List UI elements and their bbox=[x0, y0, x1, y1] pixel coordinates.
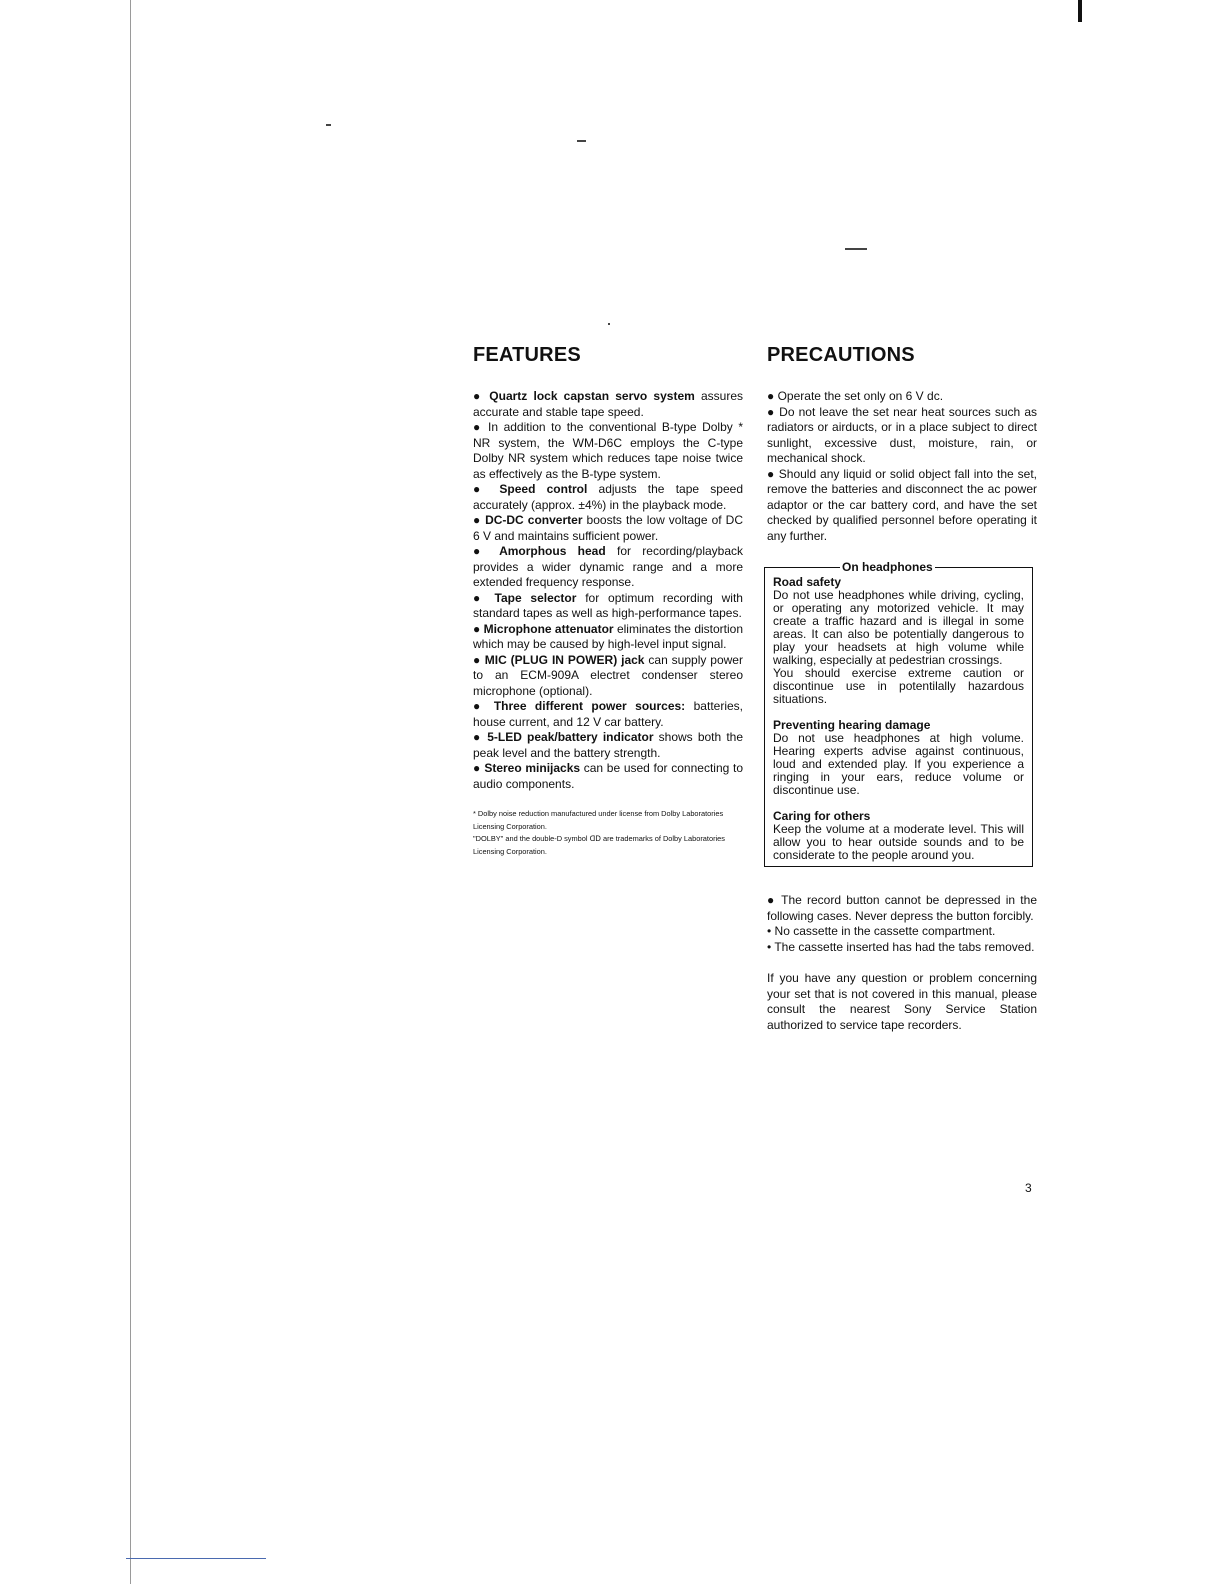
headphones-section bbox=[773, 719, 1024, 797]
feature-description: assures accurate and stable tape speed. bbox=[473, 389, 743, 419]
bullet-icon: ● bbox=[473, 621, 484, 636]
section-heading: Caring for others bbox=[773, 809, 871, 823]
precaution-item bbox=[767, 389, 1037, 405]
bullet-icon: ● bbox=[767, 389, 778, 403]
features-list bbox=[473, 389, 743, 792]
feature-description: shows both the peak level and the battery strength. bbox=[473, 730, 743, 760]
section-heading: Preventing hearing damage bbox=[773, 718, 931, 732]
feature-description: can be used for connecting to audio components. bbox=[473, 761, 743, 791]
feature-item bbox=[473, 544, 743, 591]
precautions-list bbox=[767, 389, 1037, 544]
feature-item bbox=[473, 653, 743, 700]
feature-item bbox=[473, 699, 743, 730]
bullet-icon: ● bbox=[473, 482, 500, 496]
record-case-2: • The cassette inserted has had the tabs removed. bbox=[767, 939, 1035, 954]
bullet-icon: ● bbox=[473, 699, 494, 713]
precaution-item bbox=[767, 405, 1037, 467]
scan-speck bbox=[326, 124, 331, 126]
footnote-trademark: "DOLBY" and the double-D symbol ᗡᗞ are trademarks of Dolby Laboratories Licensing Corporation. bbox=[473, 834, 725, 856]
section-body: Do not use headphones while driving, cycling, or operating any motorized vehicle. It may create a traffic hazard and is illegal in some areas. It can also be potentially dangerous to play your headsets at high volume while walking, especially at pedestrian crossings. bbox=[773, 588, 1024, 667]
record-note-text: ● The record button cannot be depressed in the following cases. Never depress the button forcibly. bbox=[767, 893, 1037, 923]
feature-description: batteries, house current, and 12 V car battery. bbox=[473, 699, 743, 729]
bullet-icon: ● bbox=[473, 420, 489, 434]
feature-item bbox=[473, 591, 743, 622]
feature-item bbox=[473, 730, 743, 761]
feature-name: Amorphous head bbox=[499, 544, 606, 558]
bullet-icon: ● bbox=[473, 513, 486, 527]
feature-description: for optimum recording with standard tapes as well as high-performance tapes. bbox=[473, 590, 743, 620]
feature-name: Microphone attenuator bbox=[483, 621, 614, 636]
feature-description: eliminates the distortion which may be caused by high-level input signal. bbox=[473, 621, 744, 651]
page-number: 3 bbox=[1025, 1181, 1032, 1195]
scan-speck bbox=[577, 140, 586, 142]
feature-name: DC-DC converter bbox=[485, 513, 583, 527]
feature-description: for recording/playback provides a wider dynamic range and a more extended frequency response. bbox=[473, 544, 744, 589]
feature-item bbox=[473, 420, 743, 482]
feature-name: Stereo minijacks bbox=[484, 761, 581, 775]
bottom-edge-rule bbox=[126, 1558, 266, 1559]
bullet-icon: ● bbox=[473, 544, 500, 558]
feature-name: Three different power sources: bbox=[493, 699, 686, 713]
precautions-column bbox=[767, 344, 1037, 1033]
feature-item bbox=[473, 513, 743, 544]
feature-name: MIC (PLUG IN POWER) jack bbox=[484, 652, 645, 667]
bullet-icon: ● bbox=[473, 590, 495, 605]
precaution-text: Operate the set only on 6 V dc. bbox=[777, 389, 944, 403]
section-body: Do not use headphones at high volume. Hearing experts advise against continuous, loud and extended play. If you experience a ringing in your ears, reduce volume or discontinue use. bbox=[773, 731, 1024, 797]
headphones-box-title: On headphones bbox=[842, 560, 933, 574]
section-body-continued: You should exercise extreme caution or discontinue use in potentilally hazardous situations. bbox=[773, 666, 1024, 706]
headphones-box-title-row bbox=[764, 560, 1033, 574]
precaution-text: Do not leave the set near heat sources such as radiators or airducts, or in a place subject to direct sunlight, excessive dust, moisture, rain, or mechanical shock. bbox=[767, 404, 1037, 465]
feature-item bbox=[473, 482, 743, 513]
feature-item bbox=[473, 622, 743, 653]
precaution-item bbox=[767, 467, 1037, 545]
record-button-note bbox=[767, 893, 1037, 955]
scan-speck bbox=[608, 323, 610, 325]
headphones-section bbox=[773, 810, 1024, 862]
bullet-icon: ● bbox=[473, 730, 488, 744]
bullet-icon: ● bbox=[767, 404, 780, 419]
precaution-text: Should any liquid or solid object fall into the set, remove the batteries and disconnect the ac power adaptor or the car battery cord, and have the set checked by qualified personnel before operating it any further. bbox=[767, 466, 1037, 543]
footnote-license: * Dolby noise reduction manufactured under license from Dolby Laboratories Licensing Corporation. bbox=[473, 809, 724, 831]
section-body: Keep the volume at a moderate level. This will allow you to hear outside sounds and to be considerate to the people around you. bbox=[773, 822, 1024, 862]
feature-item bbox=[473, 389, 743, 420]
features-column bbox=[473, 344, 743, 858]
feature-name: Speed control bbox=[499, 482, 588, 496]
dolby-footnote bbox=[473, 808, 743, 858]
feature-name: Quartz lock capstan servo system bbox=[489, 389, 695, 403]
bullet-icon: ● bbox=[473, 389, 490, 403]
bullet-icon: ● bbox=[473, 761, 485, 775]
bullet-icon: ● bbox=[473, 652, 485, 667]
record-case-1: • No cassette in the cassette compartment. bbox=[767, 924, 996, 938]
feature-name: 5-LED peak/battery indicator bbox=[487, 730, 654, 744]
corner-registration-mark bbox=[1078, 0, 1082, 22]
features-heading: FEATURES bbox=[473, 344, 581, 366]
feature-description: boosts the low voltage of DC 6 V and maintains sufficient power. bbox=[473, 513, 743, 543]
headphones-section bbox=[773, 576, 1024, 706]
feature-description: In addition to the conventional B-type Dolby * NR system, the WM-D6C employs the C-type Dolby NR system which reduces tape noise twice as effectively as the B-type system. bbox=[473, 420, 743, 481]
service-closing-text: If you have any question or problem concerning your set that is not covered in this manual, please consult the nearest Sony Service Station authorized to service tape recorders. bbox=[767, 971, 1037, 1032]
binding-edge-line bbox=[130, 0, 131, 1584]
section-heading: Road safety bbox=[773, 575, 842, 589]
precautions-heading: PRECAUTIONS bbox=[767, 344, 915, 366]
bullet-icon: ● bbox=[767, 466, 779, 481]
feature-item bbox=[473, 761, 743, 792]
feature-description: can supply power to an ECM-909A electret condenser stereo microphone (optional). bbox=[473, 652, 743, 698]
headphones-notice-box bbox=[764, 560, 1033, 867]
headphones-box-sections bbox=[773, 576, 1024, 862]
feature-description: adjusts the tape speed accurately (approx. ±4%) in the playback mode. bbox=[473, 482, 744, 512]
feature-name: Tape selector bbox=[494, 590, 577, 605]
scan-speck bbox=[845, 248, 867, 250]
